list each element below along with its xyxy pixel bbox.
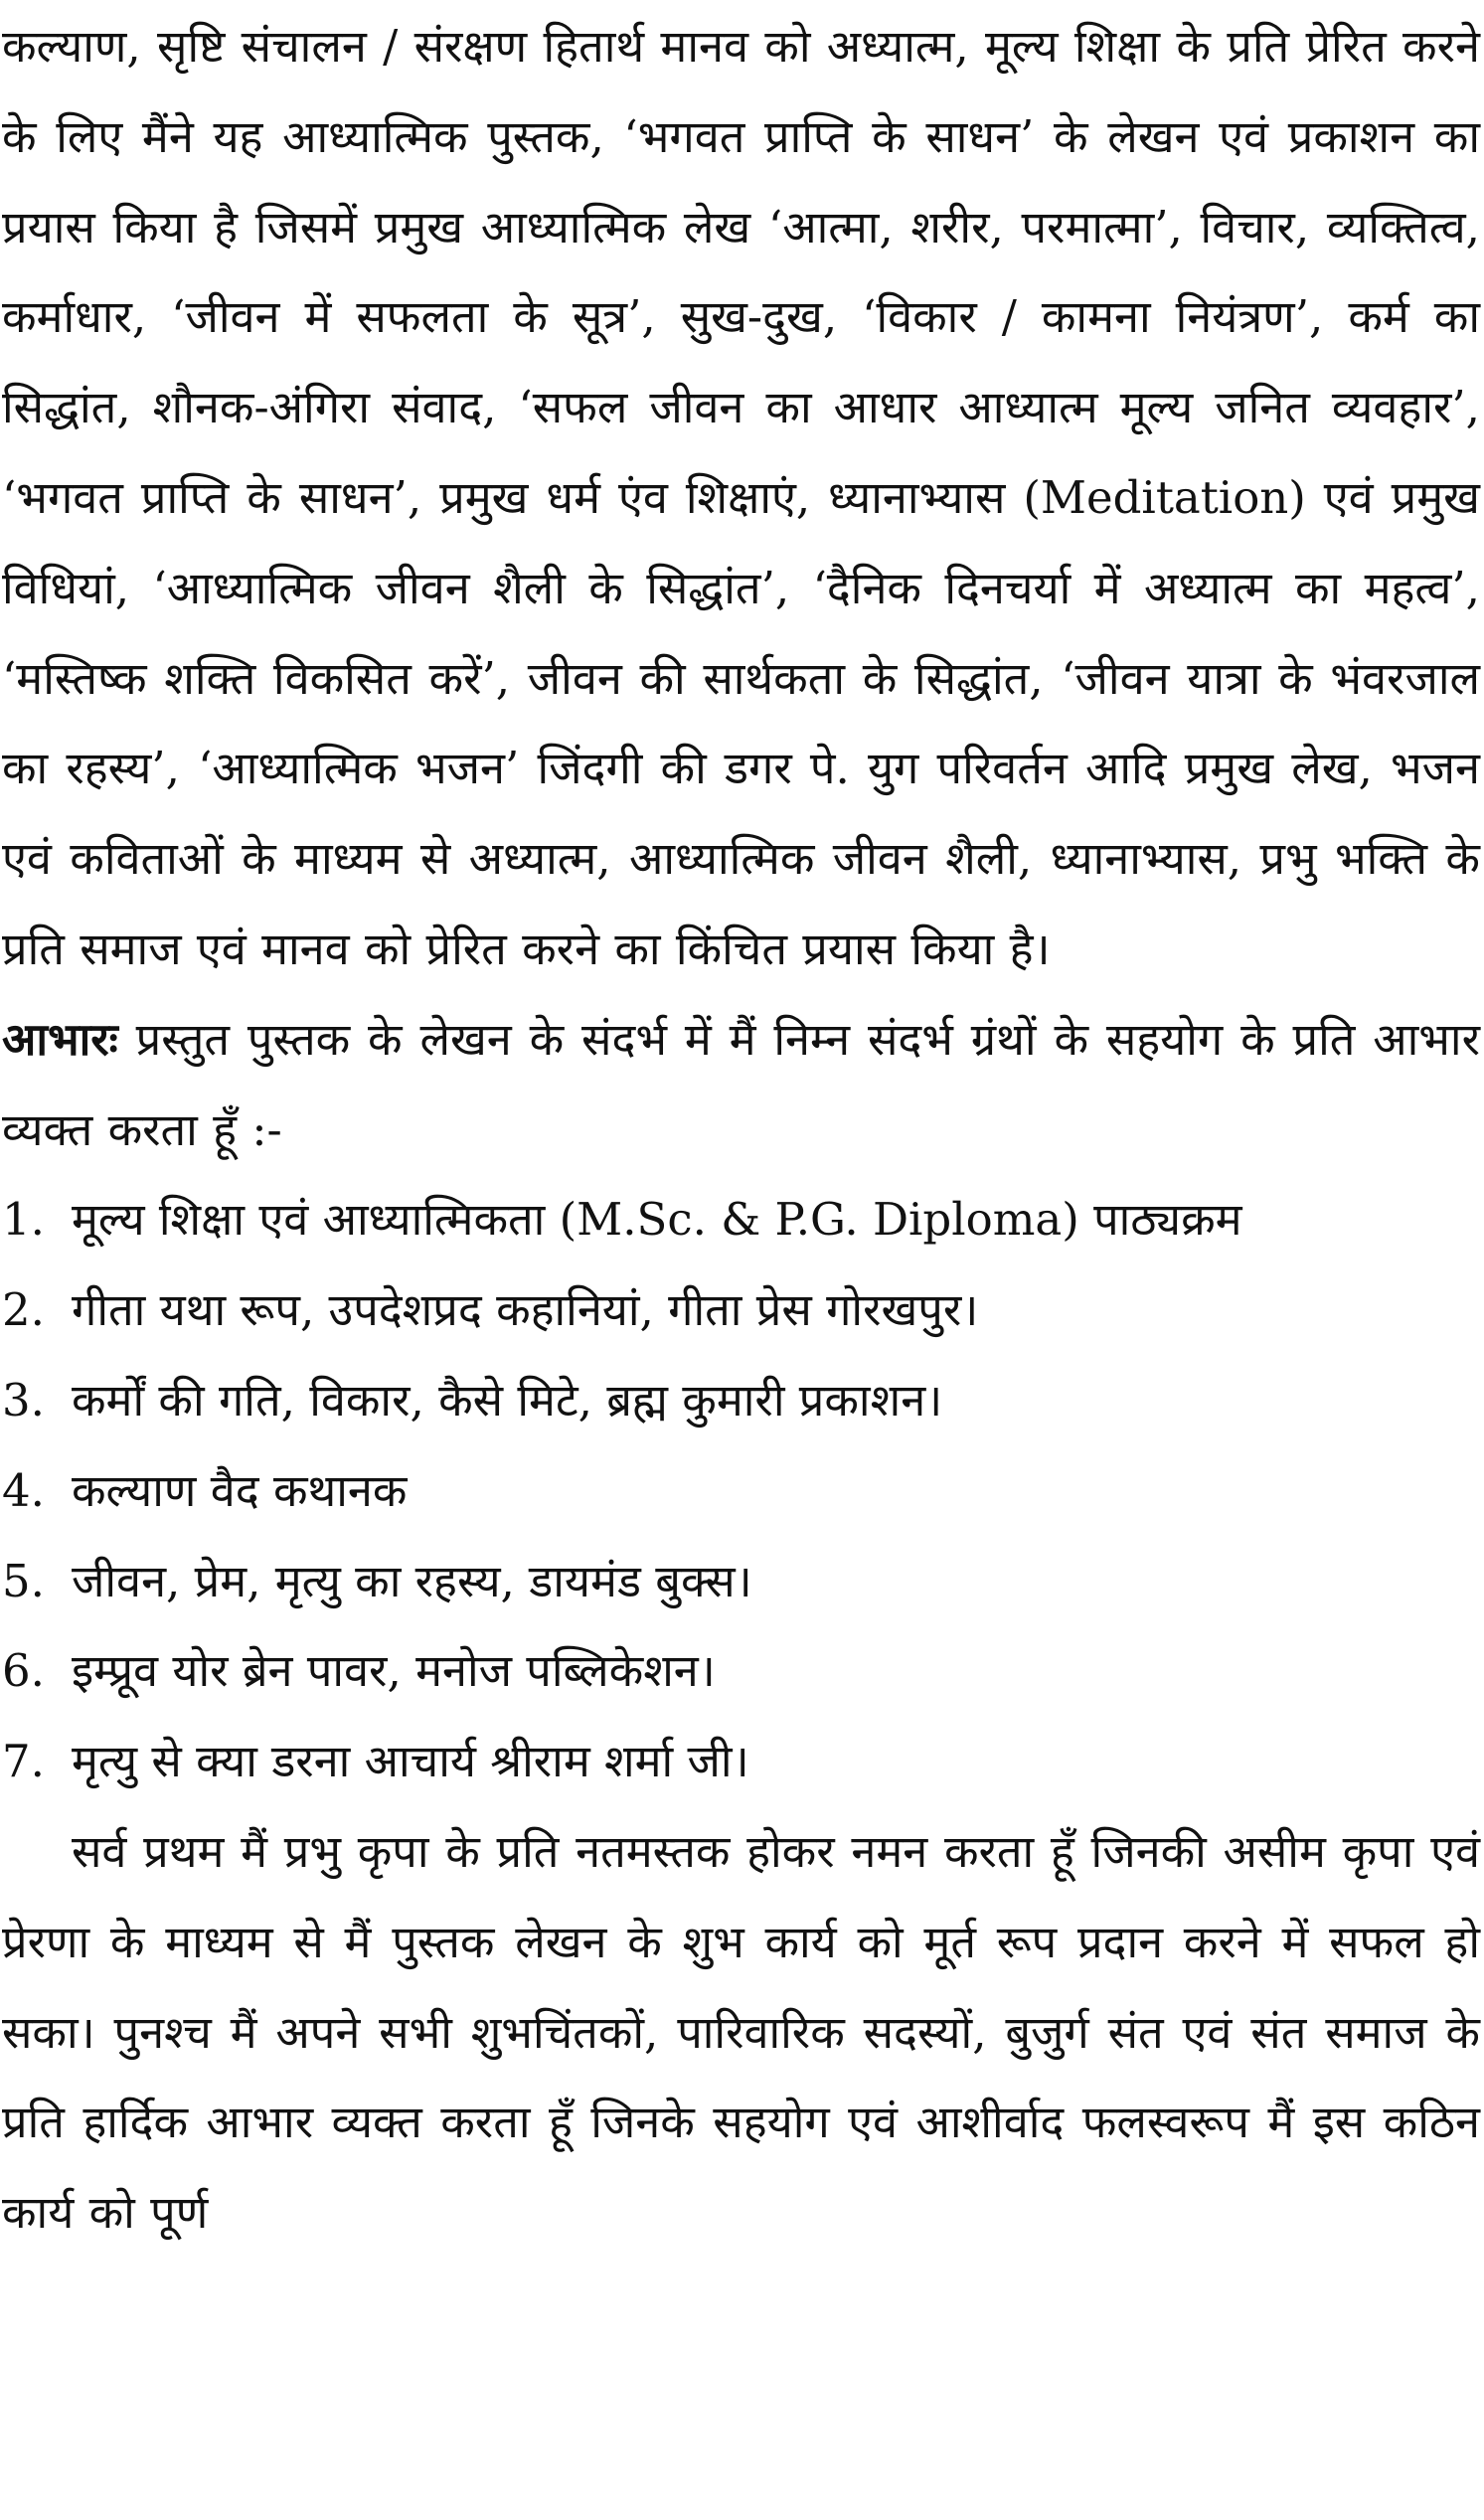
reference-item (2, 1717, 1480, 1807)
reference-text: इम्प्रूव योर ब्रेन पावर, मनोज पब्लिकेशन। (72, 1644, 716, 1698)
reference-number: 7. (2, 1735, 45, 1788)
reference-number: 3. (2, 1373, 45, 1427)
reference-text: गीता यथा रूप, उपदेशप्रद कहानियां, गीता प्रेस गोरखपुर। (72, 1283, 979, 1337)
reference-text: जीवन, प्रेम, मृत्यु का रहस्य, डायमंड बुक्स। (72, 1554, 752, 1607)
acknowledgement-paragraph (2, 995, 1480, 1176)
closing-paragraph: सर्व प्रथम मैं प्रभु कृपा के प्रति नतमस्तक होकर नमन करता हूँ जिनकी असीम कृपा एवं प्रेरणा के माध्यम से मैं पुस्तक लेखन के शुभ कार्य को मूर्त रूप प्रदान करने में सफल हो सका। पुनश्च मैं अपने सभी शुभचिंतकों, पारिवारिक सदस्यों, बुजुर्ग संत एवं संत समाज के प्रति हार्दिक आभार व्यक्त करता हूँ जिनके सहयोग एवं आशीर्वाद फलस्वरूप मैं इस कठिन कार्य को पूर्ण (2, 1824, 1480, 2240)
intro-paragraph: कल्याण, सृष्टि संचालन / संरक्षण हितार्थ मानव को अध्यात्म, मूल्य शिक्षा के प्रति प्रेरित करने के लिए मैंने यह आध्यात्मिक पुस्तक, ‘भगवत प्राप्ति के साधन’ के लेखन एवं प्रकाशन का प्रयास किया है जिसमें प्रमुख आध्यात्मिक लेख ‘आत्मा, शरीर, परमात्मा’, विचार, व्यक्तित्व, कर्माधार, ‘जीवन में सफलता के सूत्र’, सुख-दुख, ‘विकार / कामना नियंत्रण’, कर्म का सिद्धांत, शौनक-अंगिरा संवाद, ‘सफल जीवन का आधार आध्यात्म मूल्य जनित व्यवहार’, ‘भगवत प्राप्ति के साधन’, प्रमुख धर्म एंव शिक्षाएं, ध्यानाभ्यास (Meditation) एवं प्रमुख विधियां, ‘आध्यात्मिक जीवन शैली के सिद्धांत’, ‘दैनिक दिनचर्या में अध्यात्म का महत्व’, ‘मस्तिष्क शक्ति विकसित करें’, जीवन की सार्थकता के सिद्धांत, ‘जीवन यात्रा के भंवरजाल का रहस्य’, ‘आध्यात्मिक भजन’ जिंदगी की डगर पे. युग परिवर्तन आदि प्रमुख लेख, भजन एवं कविताओं के माध्यम से अध्यात्म, आध्यात्मिक जीवन शैली, ध्यानाभ्यास, प्रभु भक्ति के प्रति समाज एवं मानव को प्रेरित करने का किंचित प्रयास किया है। (2, 20, 1480, 975)
reference-item (2, 1265, 1480, 1356)
reference-text: मृत्यु से क्या डरना आचार्य श्रीराम शर्मा जी। (72, 1735, 749, 1788)
reference-item (2, 1175, 1480, 1265)
reference-item (2, 1356, 1480, 1446)
reference-item (2, 1537, 1480, 1627)
reference-text: मूल्य शिक्षा एवं आध्यात्मिकता (M.Sc. & P.G. Diploma) पाठ्यक्रम (72, 1193, 1242, 1247)
reference-number: 2. (2, 1283, 45, 1337)
acknowledgement-label: आभारः (2, 1012, 118, 1066)
reference-number: 5. (2, 1554, 45, 1607)
reference-list (2, 1175, 1480, 1807)
acknowledgement-text: प्रस्तुत पुस्तक के लेखन के संदर्भ में मैं निम्न संदर्भ ग्रंथों के सहयोग के प्रति आभार व्यक्त करता हूँ :- (2, 1012, 1480, 1156)
reference-text: कर्मों की गति, विकार, कैसे मिटे, ब्रह्म कुमारी प्रकाशन। (72, 1373, 943, 1427)
reference-number: 4. (2, 1463, 45, 1517)
reference-text: कल्याण वैद कथानक (72, 1463, 408, 1517)
reference-item (2, 1446, 1480, 1537)
reference-number: 6. (2, 1644, 45, 1698)
reference-item (2, 1626, 1480, 1717)
reference-number: 1. (2, 1193, 45, 1247)
